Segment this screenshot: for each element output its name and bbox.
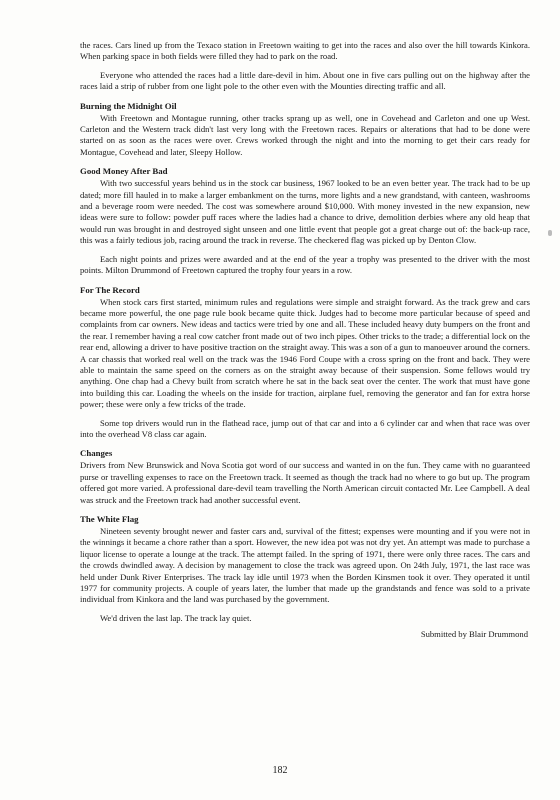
section-changes bbox=[80, 448, 530, 506]
paragraph: Drivers from New Brunswick and Nova Scotia got word of our success and wanted in on the fun. They came with no guaranteed purse or travelling expenses to race on the Freetown track. It seemed as though the track had no where to go but up. The program offered got more varied. A professional dare-devil team travelling the North American circuit contacted Mr. Lee Campbell. A deal was struck and the Freetown track had another successful event. bbox=[80, 460, 530, 505]
scan-mark bbox=[548, 230, 552, 236]
paragraph: With Freetown and Montague running, other tracks sprang up as well, one in Covehead and Carleton and one up West. Carleton and the Western track didn't last very long with the Freetown races. Repairs or alterations that had to be done were started on as soon as the races were over. Crews worked through the night and into the morning to get their cars ready for Montague, Covehead and later, Sleepy Hollow. bbox=[80, 112, 530, 157]
section-heading: The White Flag bbox=[80, 514, 139, 524]
section-good-money-after-bad bbox=[80, 166, 530, 276]
section-heading: Changes bbox=[80, 448, 113, 459]
document-page bbox=[80, 40, 530, 648]
section-heading: Burning the Midnight Oil bbox=[80, 100, 177, 111]
paragraph: Some top drivers would run in the flathead race, jump out of that car and into a 6 cylinder car and when that race was over into the overhead V8 class car again. bbox=[80, 417, 530, 439]
section-burning-midnight-oil bbox=[80, 101, 530, 159]
paragraph: Each night points and prizes were awarded and at the end of the year a trophy was presented to the driver with the most points. Milton Drummond of Freetown captured the trophy four years in a row. bbox=[80, 253, 530, 276]
paragraph: We'd driven the last lap. The track lay quiet. bbox=[100, 612, 252, 623]
paragraph: When stock cars first started, minimum rules and regulations were simple and straight forward. As the track grew and cars became more powerful, the one page rule book became quite thick. Judges had to become more particular because of speed and complaints from car owners. New ideas and tactics were tried by one and all. These included heavy duty bumpers on the front and the rear. I remember having a real cow catcher front made out of two inch pipes. Other tricks to the trade; a differential lock on the rear end, allowing a driver to have positive traction on the straight away. This was a son of a gun to manoeuver around the corners. A car chassis that worked real well on the track was the 1946 Ford Coupe with a cross spring on the front and back. They were able to maintain the same speed on the corners as on the straight away because of their suspension. Some fellows would try anything. One chap had a Chevy built from scratch where he sat in the back seat over the center. The work that must have gone into building this car. Loading the wheels on the inside for traction, airplane fuel, removing the generator and fan for extra horse power; these were only a few tricks of the trade. bbox=[80, 296, 530, 410]
section-intro bbox=[80, 40, 530, 93]
section-for-the-record bbox=[80, 285, 530, 441]
paragraph: Everyone who attended the races had a little dare-devil in him. About one in five cars pulling out on the highway after the races laid a strip of rubber from one light pole to the other even with the Mounties directing traffic and all. bbox=[80, 69, 530, 92]
section-white-flag bbox=[80, 514, 530, 624]
signature: Submitted by Blair Drummond bbox=[420, 629, 528, 640]
page-number: 182 bbox=[272, 765, 288, 776]
paragraph: With two successful years behind us in the stock car business, 1967 looked to be an even better year. The track had to be up dated; more fill hauled in to make a larger embankment on the turns, more lights and a new grandstand, with canteen, washrooms and a beverage room were needed. The cost was somewhere around $10,000. With money invested in the new expansion, new ideas were sure to follow: powder puff races where the ladies had a chance to drive, demolition derbies where any old heap that would run was brought in and destroyed sight unseen and one little event that people got a great charge out of: the back-up race, this was a fairly tedious job, racing around the track in reverse. The checkered flag was picked up by Denton Clow. bbox=[80, 178, 530, 246]
section-heading: Good Money After Bad bbox=[80, 166, 168, 177]
section-heading: For The Record bbox=[80, 284, 140, 295]
paragraph: Nineteen seventy brought newer and faster cars and, survival of the fittest; expenses were mounting and if you were not in the winnings it became a chore rather than a sport. However, the new idea pot was not dry yet. An attempt was made to purchase a liquor license to operate a lounge at the track. The attempt failed. In the spring of 1971, there were only three races. The cars and the crowds dwindled away. A decision by management to close the track was agreed upon. On 24th July, 1971, the last race was held under Dunk River Enterprises. The track lay idle until 1973 when the Borden Kinsmen took it over. They operated it until 1977 for community projects. A couple of years later, the lumber that made up the grandstands and fence was sold to a private individual from Kinkora and the land was purchased by the government. bbox=[80, 526, 530, 605]
paragraph: the races. Cars lined up from the Texaco station in Freetown waiting to get into the races and also over the hill towards Kinkora. When parking space in both fields were filled they had to park on the road. bbox=[80, 40, 530, 62]
